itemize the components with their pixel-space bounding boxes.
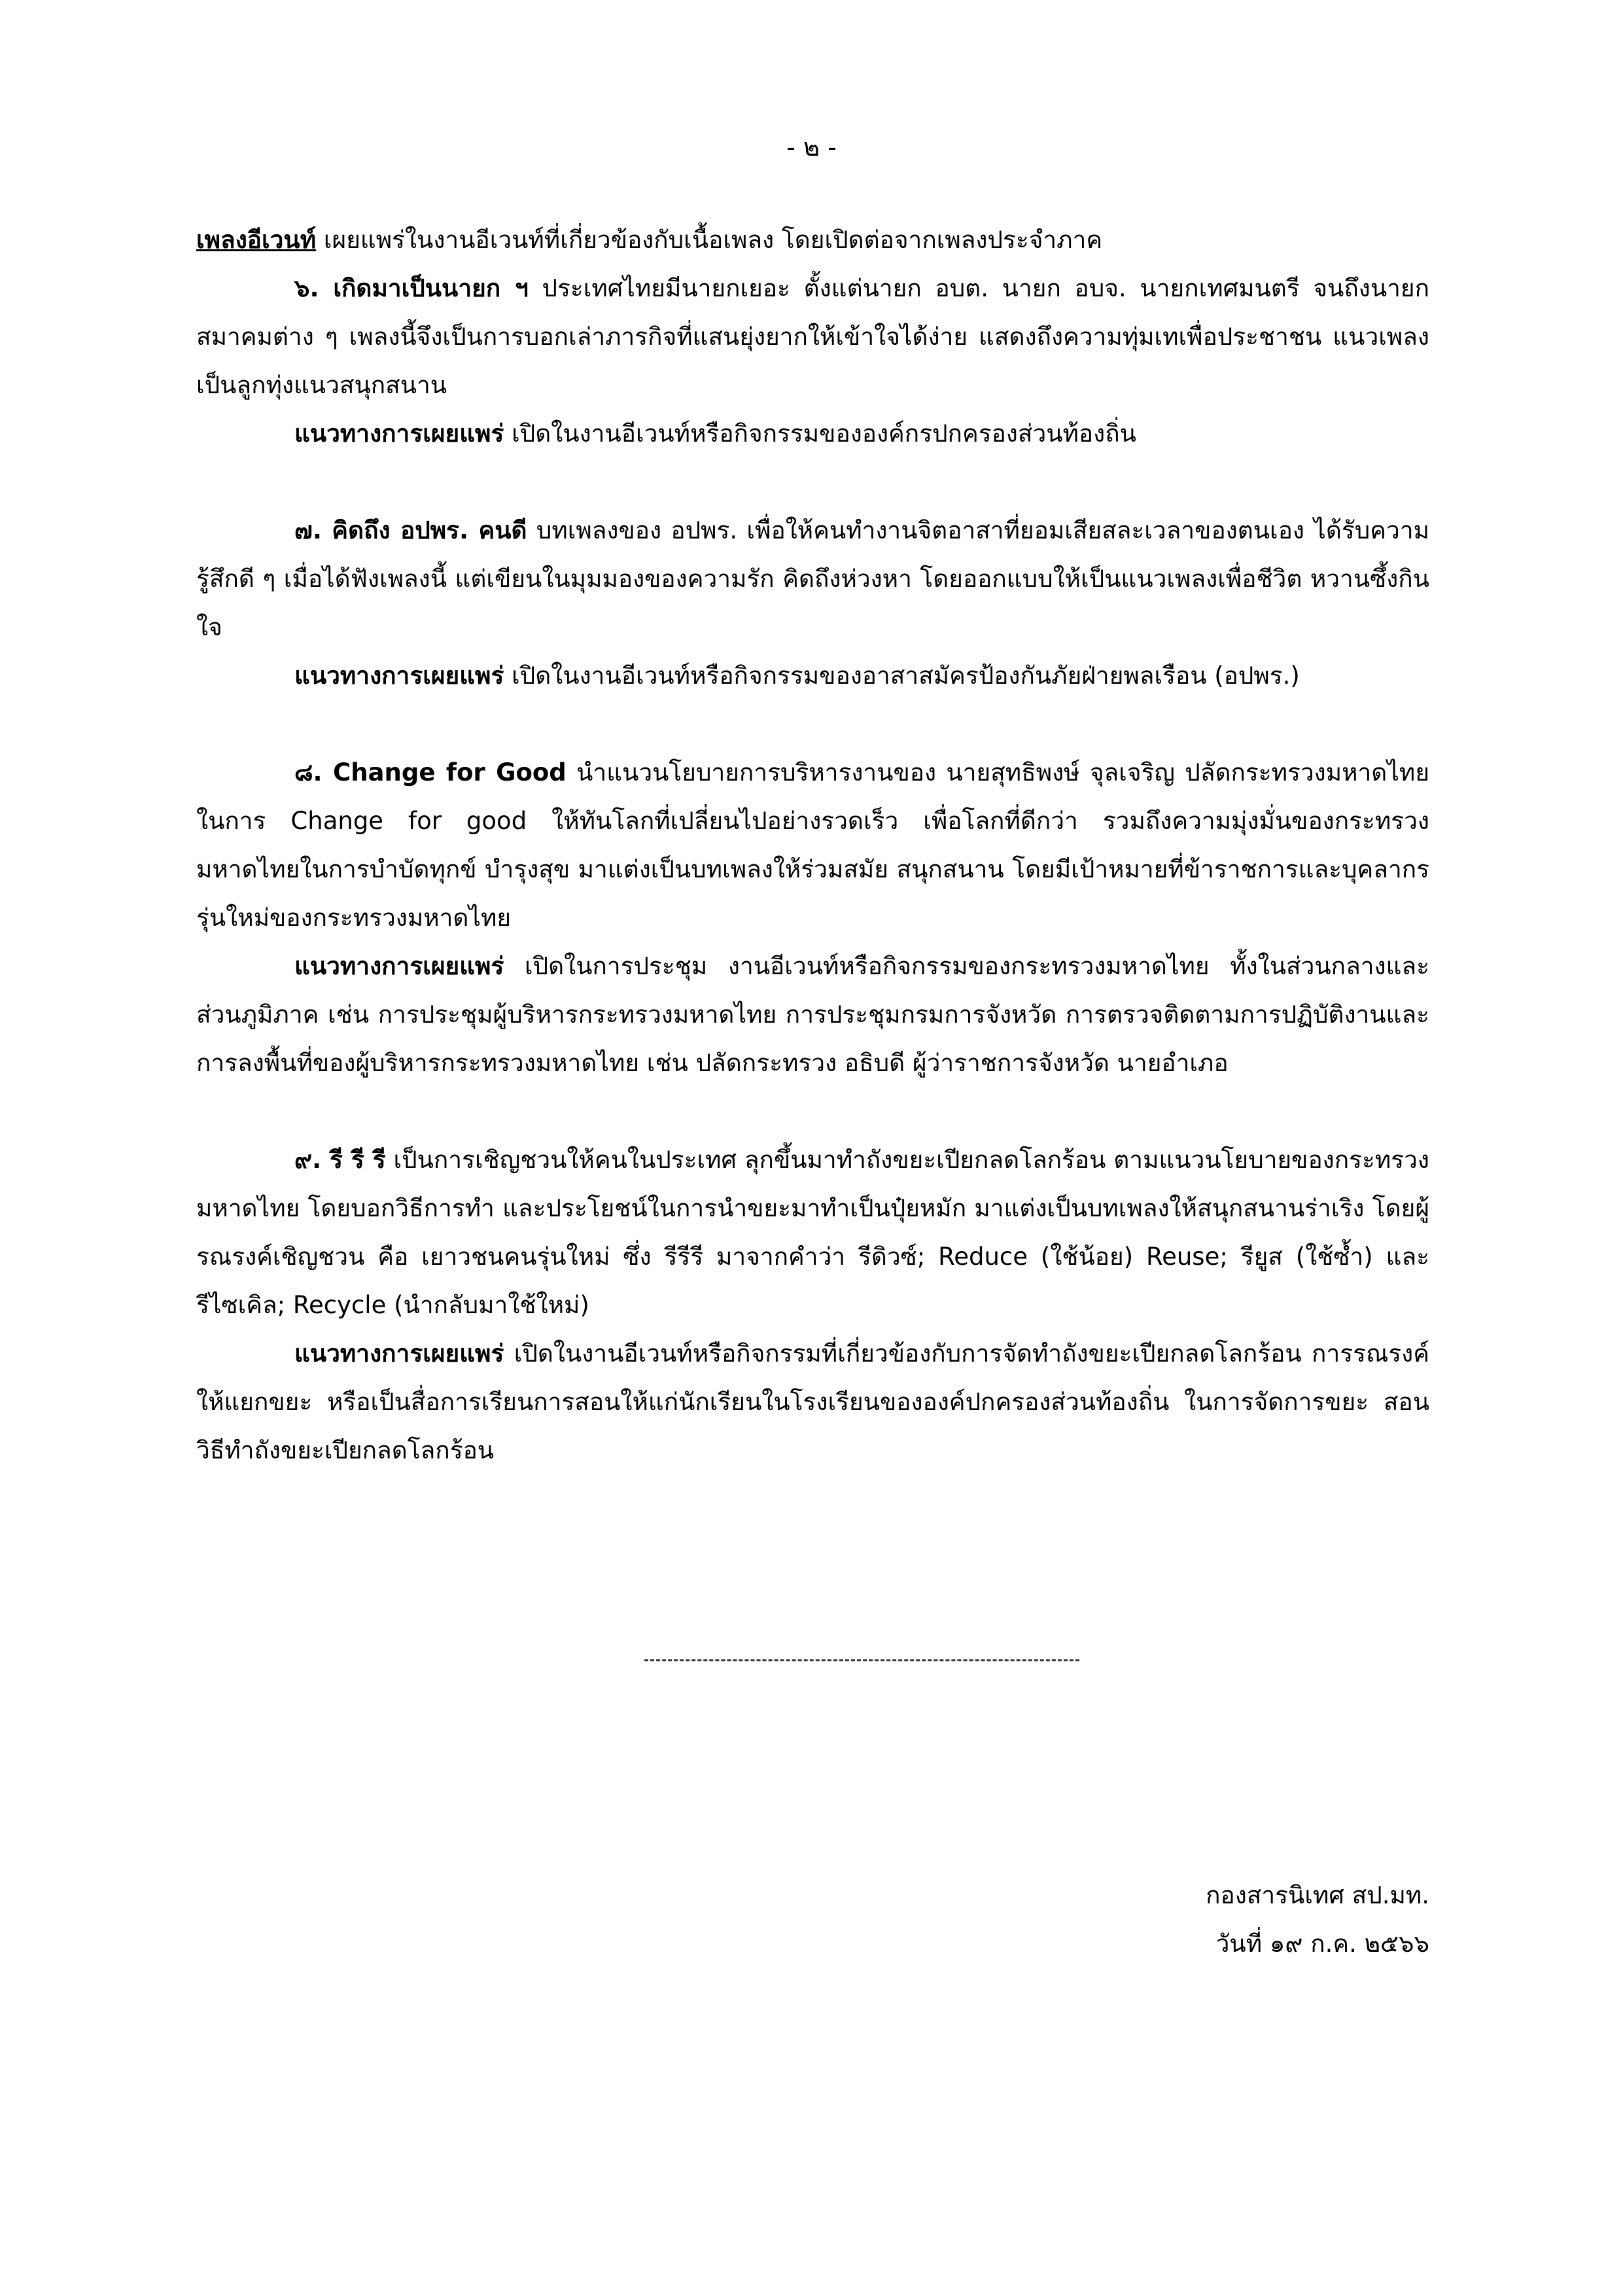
issuing-office: กองสารนิเทศ สป.มท. — [1206, 1881, 1429, 1909]
item-9-paragraph — [196, 1136, 1429, 1330]
item-7-description: บทเพลงของ อปพร. เพื่อให้คนทำงานจิตอาสาที่ยอมเสียสละเวลาของตนเอง ได้รับความรู้สึกดี ๆ เมื่อได้ฟังเพลงนี้ แต่เขียนในมุมมองของความรัก คิดถึงห่วงหา โดยออกแบบให้เป็นแนวเพลงเพื่อชีวิต หวานซึ้งกินใจ — [196, 516, 1429, 641]
intro-text: เผยแพร่ในงานอีเวนท์ที่เกี่ยวข้องกับเนื้อเพลง โดยเปิดต่อจากเพลงประจำภาค — [316, 226, 1103, 254]
issue-date: วันที่ ๑๙ ก.ค. ๒๕๖๖ — [1215, 1930, 1429, 1958]
item-6-title: ๖. เกิดมาเป็นนายก ฯ — [294, 274, 529, 302]
item-8-distribution-label: แนวทางการเผยแพร่ — [294, 952, 504, 980]
item-8-title: ๘. Change for Good — [294, 758, 567, 786]
item-8-distribution-text: เปิดในการประชุม งานอีเวนท์หรือกิจกรรมของกระทรวงมหาดไทย ทั้งในส่วนกลางและส่วนภูมิภาค เช่น การประชุมผู้บริหารกระทรวงมหาดไทย การประชุมกรมการจังหวัด การตรวจติดตามการปฏิบัติงานและการลงพื้นที่ของผู้บริหารกระทรวงมหาดไทย เช่น ปลัดกระทรวง อธิบดี ผู้ว่าราชการจังหวัด นายอำเภอ — [196, 952, 1429, 1077]
item-9-title: ๙. รี รี รี — [294, 1146, 386, 1174]
item-9-distribution-label: แนวทางการเผยแพร่ — [294, 1339, 504, 1368]
item-6-paragraph — [196, 264, 1429, 410]
intro-paragraph — [196, 216, 1429, 264]
item-7-distribution — [196, 652, 1429, 700]
item-9-distribution — [196, 1330, 1429, 1475]
item-6-distribution-text: เปิดในงานอีเวนท์หรือกิจกรรมขององค์กรปกครองส่วนท้องถิ่น — [504, 419, 1136, 448]
item-6-distribution — [196, 410, 1429, 458]
document-body — [196, 216, 1429, 1475]
item-8-distribution — [196, 942, 1429, 1087]
item-7-distribution-text: เปิดในงานอีเวนท์หรือกิจกรรมของอาสาสมัครป้องกันภัยฝ่ายพลเรือน (อปพร.) — [504, 662, 1300, 690]
intro-label: เพลงอีเวนท์ — [196, 226, 317, 254]
item-8-description: นำแนวนโยบายการบริหารงานของ นายสุทธิพงษ์ จุลเจริญ ปลัดกระทรวงมหาดไทย ในการ Change for good ให้ทันโลกที่เปลี่ยนไปอย่างรวดเร็ว เพื่อโลกที่ดีกว่า รวมถึงความมุ่งมั่นของกระทรวงมหาดไทยในการบำบัดทุกข์ บำรุงสุข มาแต่งเป็นบทเพลงให้ร่วมสมัย สนุกสนาน โดยมีเป้าหมายที่ข้าราชการและบุคลากรรุ่นใหม่ของกระทรวงมหาดไทย — [196, 758, 1429, 932]
item-8-paragraph — [196, 749, 1429, 942]
signature-block — [1206, 1871, 1429, 1968]
section-gap — [196, 458, 1429, 506]
page-number: - ๒ - — [786, 133, 837, 162]
item-9-description: เป็นการเชิญชวนให้คนในประเทศ ลุกขึ้นมาทำถังขยะเปียกลดโลกร้อน ตามแนวนโยบายของกระทรวงมหาดไทย โดยบอกวิธีการทำ และประโยชน์ในการนำขยะมาทำเป็นปุ๋ยหมัก มาแต่งเป็นบทเพลงให้สนุกสนานร่าเริง โดยผู้รณรงค์เชิญชวน คือ เยาวชนคนรุ่นใหม่ ซึ่ง รีรีรี มาจากคำว่า รีดิวซ์; Reduce (ใช้น้อย) Reuse; รียูส (ใช้ซ้ำ) และ รีไซเคิล; Recycle (นำกลับมาใช้ใหม่) — [196, 1146, 1429, 1319]
section-gap — [196, 700, 1429, 749]
end-of-document-divider — [644, 1659, 1079, 1661]
item-7-distribution-label: แนวทางการเผยแพร่ — [294, 662, 504, 690]
item-7-paragraph — [196, 506, 1429, 652]
item-9-distribution-text: เปิดในงานอีเวนท์หรือกิจกรรมที่เกี่ยวข้องกับการจัดทำถังขยะเปียกลดโลกร้อน การรณรงค์ให้แยกขยะ หรือเป็นสื่อการเรียนการสอนให้แก่นักเรียนในโรงเรียนขององค์ปกครองส่วนท้องถิ่น ในการจัดการขยะ สอนวิธีทำถังขยะเปียกลดโลกร้อน — [196, 1339, 1429, 1464]
item-7-title: ๗. คิดถึง อปพร. คนดี — [294, 516, 527, 544]
item-6-description: ประเทศไทยมีนายกเยอะ ตั้งแต่นายก อบต. นายก อบจ. นายกเทศมนตรี จนถึงนายกสมาคมต่าง ๆ เพลงนี้จึงเป็นการบอกเล่าภารกิจที่แสนยุ่งยากให้เข้าใจได้ง่าย แสดงถึงความทุ่มเทเพื่อประชาชน แนวเพลงเป็นลูกทุ่งแนวสนุกสนาน — [196, 274, 1429, 399]
section-gap — [196, 1087, 1429, 1136]
item-6-distribution-label: แนวทางการเผยแพร่ — [294, 419, 504, 448]
